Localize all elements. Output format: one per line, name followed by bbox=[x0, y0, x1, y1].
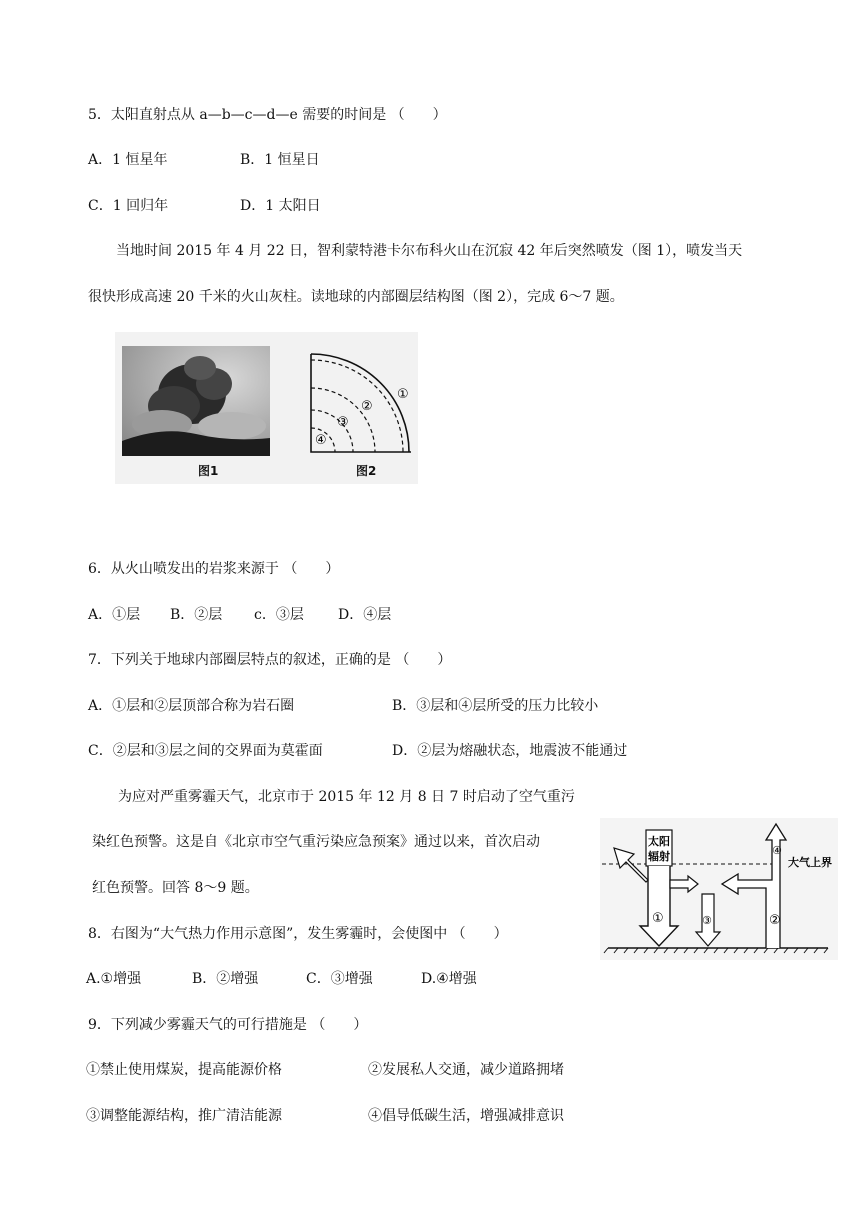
q5-option-b: B．1 恒星日 bbox=[240, 152, 320, 168]
q6-option-c: c．③层 bbox=[254, 607, 304, 623]
layer-label-2: ② bbox=[361, 399, 373, 414]
atmosphere-heating-diagram bbox=[600, 818, 838, 960]
passage1-line2: 很快形成高速 20 千米的火山灰柱。读地球的内部圈层结构图（图 2），完成 6～7 题。 bbox=[88, 289, 624, 305]
q9-option-2: ②发展私人交通，减少道路拥堵 bbox=[368, 1062, 564, 1078]
atmosphere-diagram-panel bbox=[600, 818, 838, 960]
q8-option-a: A.①增强 bbox=[86, 971, 142, 987]
q9-option-1: ①禁止使用煤炭，提高能源价格 bbox=[86, 1062, 282, 1078]
q7-option-a: A．①层和②层顶部合称为岩石圈 bbox=[88, 698, 295, 714]
arrow-label-2: ② bbox=[769, 913, 781, 928]
boundary-label: 大气上界 bbox=[788, 856, 832, 869]
earth-layers-diagram bbox=[307, 348, 427, 458]
layer-label-1: ① bbox=[397, 387, 409, 402]
figure-panel bbox=[115, 332, 418, 484]
passage2-line3: 红色预警。回答 8～9 题。 bbox=[92, 880, 259, 896]
q6-option-b: B．②层 bbox=[170, 607, 223, 623]
arrow-label-4: ④ bbox=[772, 844, 782, 857]
q7-option-d: D．②层为熔融状态，地震波不能通过 bbox=[392, 743, 628, 759]
q8-option-d: D.④增强 bbox=[421, 971, 477, 987]
q7-option-b: B．③层和④层所受的压力比较小 bbox=[392, 698, 599, 714]
q5-option-d: D．1 太阳日 bbox=[240, 198, 321, 214]
q7-option-c: C．②层和③层之间的交界面为莫霍面 bbox=[88, 743, 323, 759]
q6-option-d: D．④层 bbox=[338, 607, 392, 623]
q8-option-b: B．②增强 bbox=[192, 971, 259, 987]
q8-option-c: C．③增强 bbox=[306, 971, 373, 987]
figure1-caption: 图1 bbox=[198, 464, 219, 478]
figure2-caption: 图2 bbox=[356, 464, 377, 478]
q6-option-a: A．①层 bbox=[88, 607, 141, 623]
q5-stem: 5．太阳直射点从 a—b—c—d—e 需要的时间是 （ ） bbox=[88, 107, 447, 123]
q7-stem: 7．下列关于地球内部圈层特点的叙述，正确的是 （ ） bbox=[88, 652, 452, 668]
sun-label-line1: 太阳 bbox=[648, 835, 670, 848]
q6-stem: 6．从火山喷发出的岩浆来源于 （ ） bbox=[88, 561, 340, 577]
passage2-line1: 为应对严重雾霾天气，北京市于 2015 年 12 月 8 日 7 时启动了空气重污 bbox=[118, 789, 575, 805]
layer-label-4: ④ bbox=[315, 433, 327, 448]
layer-label-3: ③ bbox=[337, 415, 349, 430]
q5-option-a: A．1 恒星年 bbox=[88, 152, 168, 168]
arrow-label-1: ① bbox=[652, 911, 664, 926]
q9-option-3: ③调整能源结构，推广清洁能源 bbox=[86, 1108, 282, 1124]
passage2-line2: 染红色预警。这是自《北京市空气重污染应急预案》通过以来，首次启动 bbox=[92, 834, 540, 850]
q5-option-c: C．1 回归年 bbox=[88, 198, 169, 214]
q8-stem: 8．右图为“大气热力作用示意图”，发生雾霾时，会使图中 （ ） bbox=[88, 926, 508, 942]
arrow-label-3: ③ bbox=[702, 914, 712, 927]
volcano-photo bbox=[122, 346, 270, 456]
passage1-line1: 当地时间 2015 年 4 月 22 日，智利蒙特港卡尔布科火山在沉寂 42 年后突然喷发（图 1），喷发当天 bbox=[116, 243, 743, 259]
q9-option-4: ④倡导低碳生活，增强减排意识 bbox=[368, 1108, 564, 1124]
q9-stem: 9．下列减少雾霾天气的可行措施是 （ ） bbox=[88, 1017, 368, 1033]
sun-label-line2: 辐射 bbox=[648, 850, 670, 863]
